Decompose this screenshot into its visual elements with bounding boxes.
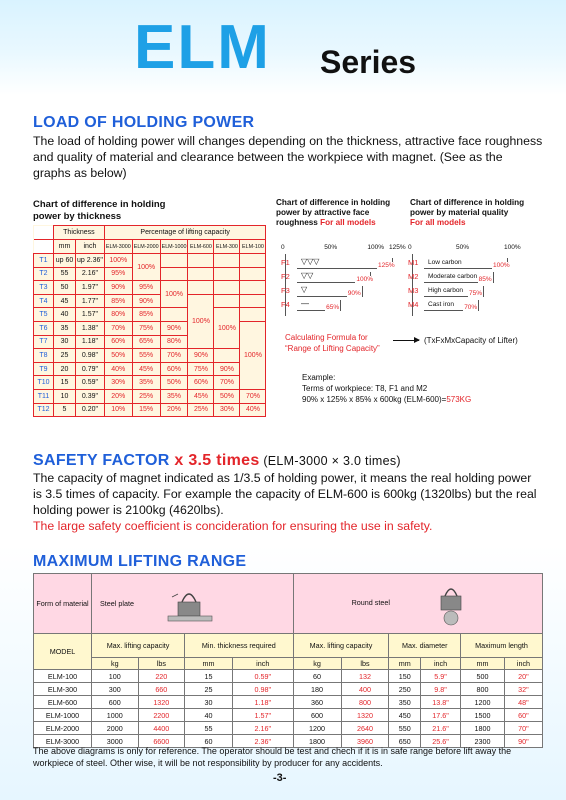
thickness-row: T11 10 0.39" 20% 25% 35% 45% 50% 70% bbox=[34, 389, 266, 403]
example-line2: Terms of workpiece: T8, F1 and M2 bbox=[302, 384, 428, 393]
safety-note: (ELM-3000 × 3.0 times) bbox=[259, 454, 401, 468]
model-col-header: ELM-300 bbox=[214, 240, 240, 254]
bar-value: 100% bbox=[356, 276, 374, 283]
face-title-line2: power by attractive face bbox=[276, 208, 370, 217]
header-max-capacity-plate: Max. lifting capacity bbox=[92, 634, 185, 658]
model-col-header: ELM-100 bbox=[240, 240, 266, 254]
header-max-capacity-round: Max. lifting capacity bbox=[293, 634, 389, 658]
material-quality-chart: 0 50% 100% M1 Low carbon 100% M2 Moderate carbon 85% M3 High carbon 75% M4 Cast iron 70% bbox=[410, 244, 550, 316]
thickness-title-line1: Chart of difference in holding bbox=[33, 199, 166, 210]
lifting-heading: MAXIMUM LIFTING RANGE bbox=[33, 553, 247, 570]
formula-line2: “Range of Lifting Capacity” bbox=[285, 344, 380, 353]
thickness-row: T12 5 0.20" 10% 15% 20% 25% 30% 40% bbox=[34, 403, 266, 417]
thickness-title-line2: power by thickness bbox=[33, 210, 122, 222]
form-label-cell: Form of material bbox=[34, 574, 92, 634]
example-line3: 90% x 125% x 85% x 600kg (ELM-600)= bbox=[302, 395, 447, 404]
formula-label bbox=[285, 332, 380, 354]
material-title-line2: power by material quality bbox=[410, 208, 509, 217]
safety-body-red: The large safety coefficient is concideration for ensuring the use in safety. bbox=[33, 519, 433, 533]
bar-value: 90% bbox=[347, 290, 361, 297]
safety-factor: x 3.5 times bbox=[169, 452, 260, 469]
header-max-diameter: Max. diameter bbox=[389, 634, 461, 658]
thickness-table: Thickness Percentage of lifting capacity mm inch ELM-3000 ELM-2000 ELM-1000 ELM-600 ELM-300 ELM-100 T1 up 60 up 2.36" 100% 100% T2 55 2.16" 95% T3 50 1.97" 90% 95% 100% T4 45 1.77" 85% 90% 100% T5 40 1.57" 80% 85% 100% T6 35 1.38" 70% 75% 90% 100% T7 30 1.18" 60% 65% 80% T8 25 0.98" 50% 55% 70% 90% T9 20 0.79" 40% 45% 60% 75% 90% T10 15 0.59" 30% 35% 50% 60% 70% T11 10 0.39" 20% 25% 35% 45% 50% 70% T12 5 0.20" 10% 15% 20% 25% 30% 40% bbox=[33, 225, 266, 417]
holding-heading: LOAD OF HOLDING POWER bbox=[33, 114, 255, 131]
bar-value: 75% bbox=[469, 290, 483, 297]
thickness-row: T5 40 1.57" 80% 85% 100% bbox=[34, 308, 266, 322]
steel-plate-label: Steel plate bbox=[100, 598, 134, 608]
face-roughness-chart: 0 50% 100% 125% F1 ▽▽▽ 125% F2 ▽▽ 100% F3 ▽ 90% F4 — 65% bbox=[283, 244, 423, 316]
model-col-header: ELM-3000 bbox=[104, 240, 132, 254]
brand-title: ELM bbox=[134, 13, 271, 82]
lifting-range-table: Form of material Steel plate Round steel MODEL Max. lifting capacity Min. thickness required Max. lifting capacity Max. diameter Maximum length kg lbs mm inch kg lbs mm inch mm inch ELM-100 100 220 15 0.59" 60 132 150 5.9" 500 20" ELM-300 300 660 25 0.98" 180 400 250 9.8" 800 32" ELM-600 600 1320 30 1.18" 360 800 350 13.8" 1200 48" ELM-1000 1000 2200 40 1.57" 600 1320 450 17.6" 1500 60" ELM-2000 2000 4400 55 2.16" 1200 2640 550 21.6" 1800 70" ELM-3000 3000 6600 60 2.36" 1800 3960 650 25.6" 2300 90" bbox=[33, 573, 543, 748]
bar-label: M4 bbox=[408, 300, 419, 309]
lifting-row: ELM-1000 1000 2200 40 1.57" 600 1320 450 17.6" 1500 60" bbox=[34, 709, 543, 722]
header-background bbox=[0, 0, 566, 95]
lifting-row: ELM-600 600 1320 30 1.18" 360 800 350 13.8" 1200 48" bbox=[34, 696, 543, 709]
thickness-row: T4 45 1.77" 85% 90% 100% bbox=[34, 294, 266, 308]
thickness-row: T3 50 1.97" 90% 95% 100% bbox=[34, 281, 266, 295]
bar-label: M2 bbox=[408, 272, 419, 281]
model-col-header: ELM-600 bbox=[188, 240, 214, 254]
material-title-red: For all models bbox=[410, 218, 466, 227]
bar-label: F4 bbox=[281, 300, 290, 309]
formula-result: (TxFxMxCapacity of Lifter) bbox=[424, 336, 518, 345]
thickness-row: T1 up 60 up 2.36" 100% 100% bbox=[34, 254, 266, 268]
magnet-plate-icon bbox=[166, 584, 216, 624]
page-number: -3- bbox=[273, 772, 287, 784]
round-steel-cell bbox=[293, 574, 542, 634]
bar-value: 70% bbox=[464, 304, 478, 311]
example-line1: Example: bbox=[302, 373, 336, 382]
formula-line1: Calculating Formula for bbox=[285, 333, 368, 342]
formula-arrow-icon bbox=[393, 340, 419, 341]
bar-label: F3 bbox=[281, 286, 290, 295]
example-result: 573KG bbox=[446, 395, 472, 404]
thickness-row: T8 25 0.98" 50% 55% 70% 90% bbox=[34, 349, 266, 363]
thickness-header: Thickness bbox=[54, 226, 105, 240]
face-title-line3: roughness bbox=[276, 218, 321, 227]
lifting-row: ELM-2000 2000 4400 55 2.16" 1200 2640 550 21.6" 1800 70" bbox=[34, 722, 543, 735]
percentage-header: Percentage of lifting capacity bbox=[104, 226, 266, 240]
face-chart-title bbox=[276, 198, 406, 228]
bar-value: 125% bbox=[378, 262, 395, 269]
material-chart-title bbox=[410, 198, 550, 228]
thickness-row: T7 30 1.18" 60% 65% 80% bbox=[34, 335, 266, 349]
safety-heading-text: SAFETY FACTOR bbox=[33, 452, 170, 469]
thickness-row: T2 55 2.16" 95% bbox=[34, 267, 266, 281]
thickness-row: T6 35 1.38" 70% 75% 90% 100% bbox=[34, 321, 266, 335]
bar-value: 85% bbox=[478, 276, 492, 283]
example-block bbox=[302, 372, 471, 405]
header-min-thickness: Min. thickness required bbox=[185, 634, 293, 658]
model-col-header: ELM-2000 bbox=[132, 240, 160, 254]
model-col-header: ELM-1000 bbox=[160, 240, 188, 254]
thickness-row: T10 15 0.59" 30% 35% 50% 60% 70% bbox=[34, 376, 266, 390]
bar-value: 65% bbox=[326, 304, 340, 311]
header-max-length: Maximum length bbox=[461, 634, 543, 658]
safety-heading bbox=[33, 452, 401, 470]
magnet-round-icon bbox=[432, 582, 472, 626]
material-title-line1: Chart of difference in holding bbox=[410, 198, 525, 207]
steel-plate-cell bbox=[92, 574, 294, 634]
bar-label: M3 bbox=[408, 286, 419, 295]
bar-label: F1 bbox=[281, 258, 290, 267]
series-title: Series bbox=[320, 44, 417, 80]
footer-note: The above diagrams is only for reference. The operator should be test and chech if it is in safe range before lift away the workpiece of steel. Other wise, it will be not responsibility by producer for any accidents. bbox=[33, 746, 512, 768]
bar-label: F2 bbox=[281, 272, 290, 281]
lifting-row: ELM-100 100 220 15 0.59" 60 132 150 5.9" 500 20" bbox=[34, 670, 543, 683]
model-header: MODEL bbox=[34, 634, 92, 670]
lifting-row: ELM-300 300 660 25 0.98" 180 400 250 9.8" 800 32" bbox=[34, 683, 543, 696]
holding-intro: The load of holding power will changes depending on the thickness, attractive face roughness and quality of material and clearance between the workpiece with magnet. (See as the graphs as below) bbox=[33, 134, 543, 180]
safety-body-text: The capacity of magnet indicated as 1/3.5 of holding power, it means the real holding power is 3.5 times of capacity. For example the capacity of ELM-600 is 600kg (1320lbs) but the real holding power is 2100kg (4620lbs). bbox=[33, 471, 537, 517]
face-title-line1: Chart of difference in holding bbox=[276, 198, 391, 207]
bar-label: M1 bbox=[408, 258, 419, 267]
bar-value: 100% bbox=[493, 262, 510, 269]
safety-body bbox=[33, 470, 543, 534]
round-steel-label: Round steel bbox=[351, 598, 390, 608]
thickness-chart-title bbox=[33, 199, 165, 222]
thickness-row: T9 20 0.79" 40% 45% 60% 75% 90% bbox=[34, 362, 266, 376]
lifting-row: ELM-3000 3000 6600 60 2.36" 1800 3960 650 25.6" 2300 90" bbox=[34, 735, 543, 748]
face-title-red: For all models bbox=[320, 218, 376, 227]
